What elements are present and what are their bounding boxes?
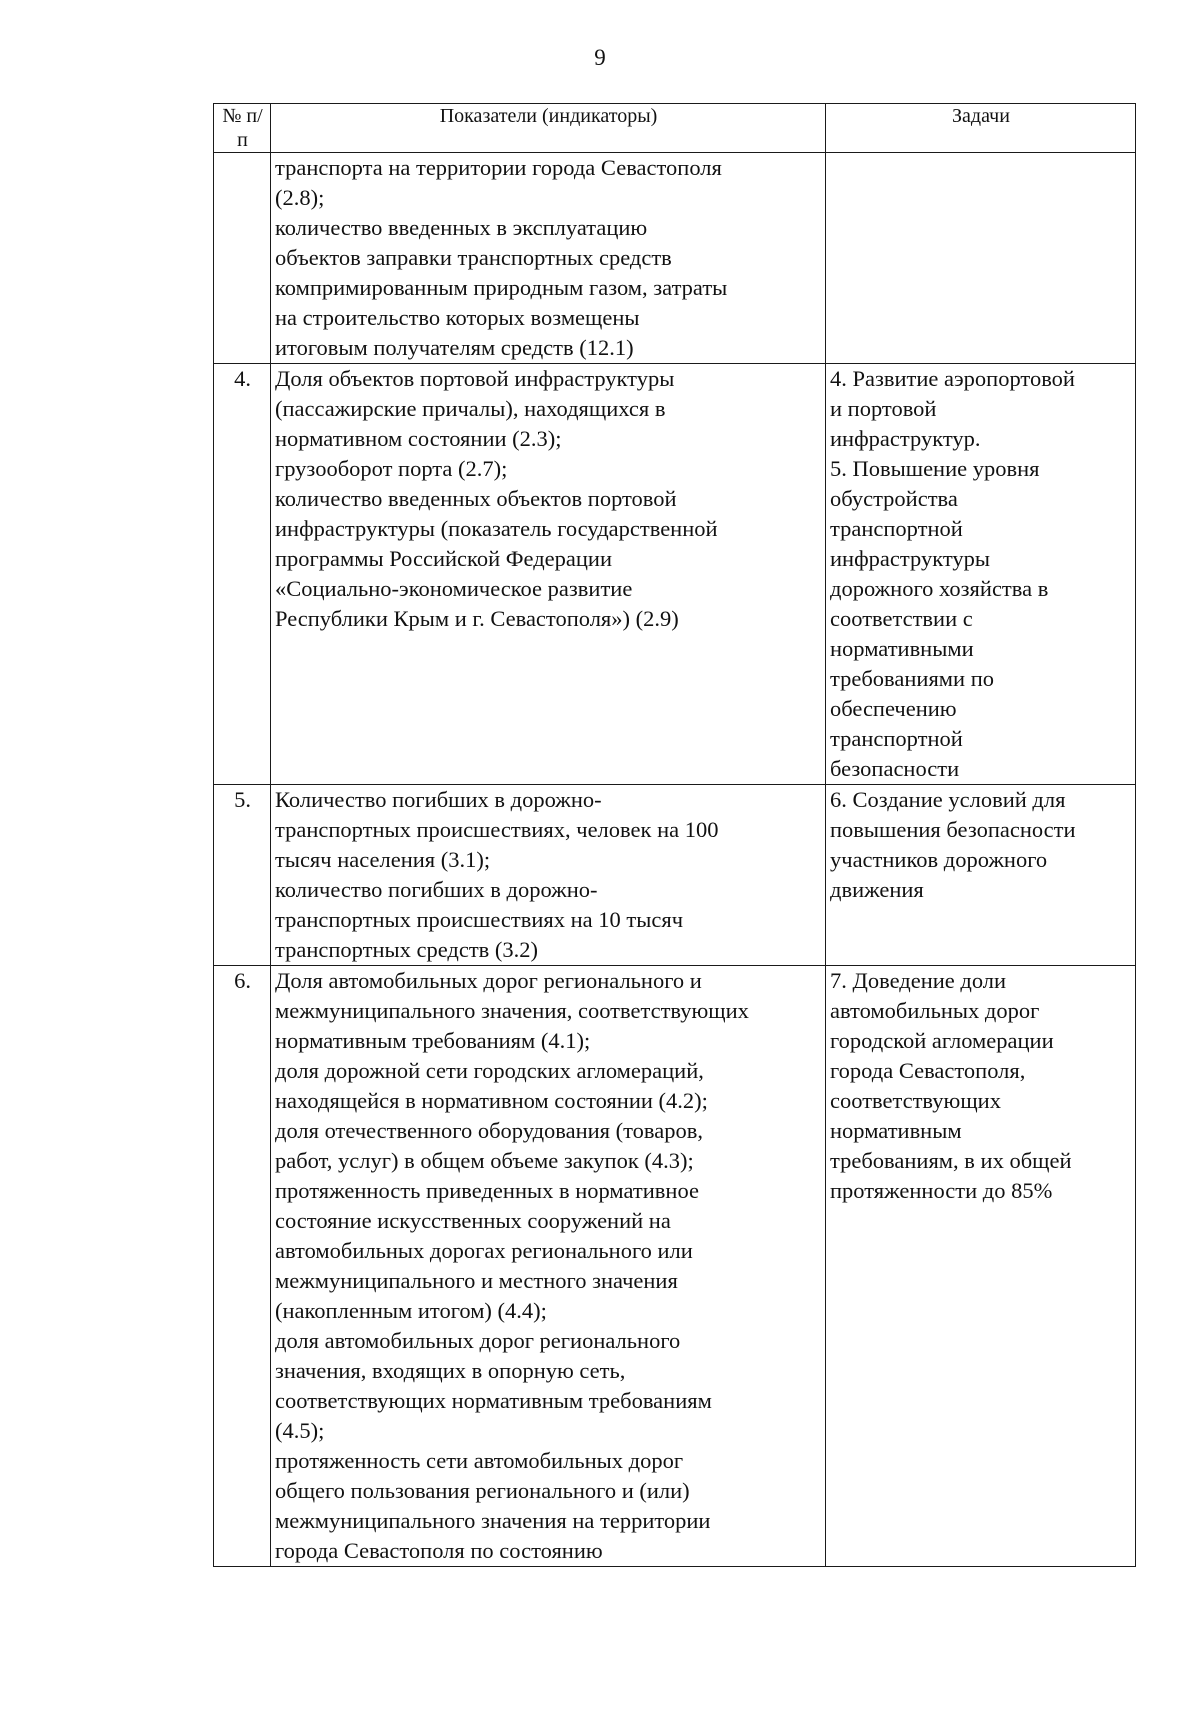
- task-line: транспортной: [830, 516, 963, 541]
- indicator-line: количество введенных объектов портовой: [275, 486, 677, 511]
- indicator-line: транспорта на территории города Севастополя: [275, 155, 722, 180]
- task-line: движения: [830, 877, 924, 902]
- indicator-line: находящейся в нормативном состоянии (4.2);: [275, 1088, 708, 1113]
- indicator-line: транспортных происшествиях, человек на 100: [275, 817, 719, 842]
- task-line: нормативным: [830, 1118, 962, 1143]
- indicator-line: «Социально-экономическое развитие: [275, 576, 633, 601]
- task-line: обустройства: [830, 486, 958, 511]
- indicator-line: состояние искусственных сооружений на: [275, 1208, 671, 1233]
- task-line: и портовой: [830, 396, 937, 421]
- tasks-cell: [826, 364, 1136, 785]
- indicator-line: нормативным требованиям (4.1);: [275, 1028, 591, 1053]
- row-number: 6.: [214, 966, 271, 1567]
- task-line: протяженности до 85%: [830, 1178, 1053, 1203]
- task-line: обеспечению: [830, 696, 957, 721]
- task-line: города Севастополя,: [830, 1058, 1026, 1083]
- indicator-line: города Севастополя по состоянию: [275, 1538, 603, 1563]
- indicator-line: межмуниципального значения, соответствующих: [275, 998, 749, 1023]
- indicator-line: на строительство которых возмещены: [275, 305, 640, 330]
- indicator-line: общего пользования регионального и (или): [275, 1478, 690, 1503]
- indicators-cell: [271, 966, 826, 1567]
- header-number: № п/п: [214, 104, 271, 153]
- indicator-line: количество погибших в дорожно-: [275, 877, 598, 902]
- indicator-line: инфраструктуры (показатель государственной: [275, 516, 718, 541]
- indicator-line: автомобильных дорогах регионального или: [275, 1238, 693, 1263]
- table-row: [214, 785, 1136, 966]
- indicator-line: межмуниципального и местного значения: [275, 1268, 678, 1293]
- row-number: 5.: [214, 785, 271, 966]
- indicator-line: (накопленным итогом) (4.4);: [275, 1298, 547, 1323]
- indicator-line: Республики Крым и г. Севастополя») (2.9): [275, 606, 679, 631]
- tasks-cell: [826, 785, 1136, 966]
- task-line: инфраструктур.: [830, 426, 981, 451]
- indicator-line: Доля автомобильных дорог регионального и: [275, 968, 702, 993]
- tasks-cell: [826, 966, 1136, 1567]
- indicator-line: протяженность приведенных в нормативное: [275, 1178, 699, 1203]
- task-line: 6. Создание условий для: [830, 787, 1066, 812]
- indicator-line: доля дорожной сети городских агломераций,: [275, 1058, 704, 1083]
- indicators-cell: [271, 153, 826, 364]
- task-line: инфраструктуры: [830, 546, 990, 571]
- task-line: 7. Доведение доли: [830, 968, 1007, 993]
- indicators-table: [213, 103, 1136, 1567]
- task-line: соответствующих: [830, 1088, 1001, 1113]
- indicator-line: грузооборот порта (2.7);: [275, 456, 508, 481]
- indicator-line: (4.5);: [275, 1418, 325, 1443]
- table-row: [214, 966, 1136, 1567]
- indicator-line: тысяч населения (3.1);: [275, 847, 491, 872]
- tasks-cell: [826, 153, 1136, 364]
- header-tasks: Задачи: [826, 104, 1136, 153]
- indicator-line: (2.8);: [275, 185, 325, 210]
- indicators-cell: [271, 785, 826, 966]
- indicator-line: Доля объектов портовой инфраструктуры: [275, 366, 675, 391]
- task-line: автомобильных дорог: [830, 998, 1040, 1023]
- indicator-line: объектов заправки транспортных средств: [275, 245, 672, 270]
- indicator-line: доля отечественного оборудования (товаров,: [275, 1118, 703, 1143]
- task-line: городской агломерации: [830, 1028, 1054, 1053]
- task-line: 5. Повышение уровня: [830, 456, 1040, 481]
- row-number: [214, 153, 271, 364]
- indicator-line: доля автомобильных дорог регионального: [275, 1328, 681, 1353]
- task-line: повышения безопасности: [830, 817, 1076, 842]
- task-line: 4. Развитие аэропортовой: [830, 366, 1075, 391]
- table-row: [214, 153, 1136, 364]
- table-row: [214, 364, 1136, 785]
- indicator-line: транспортных происшествиях на 10 тысяч: [275, 907, 684, 932]
- task-line: транспортной: [830, 726, 963, 751]
- task-line: соответствии с: [830, 606, 973, 631]
- indicator-line: Количество погибших в дорожно-: [275, 787, 602, 812]
- indicator-line: (пассажирские причалы), находящихся в: [275, 396, 666, 421]
- indicators-cell: [271, 364, 826, 785]
- indicator-line: значения, входящих в опорную сеть,: [275, 1358, 626, 1383]
- task-line: дорожного хозяйства в: [830, 576, 1049, 601]
- row-number: 4.: [214, 364, 271, 785]
- indicator-line: итоговым получателям средств (12.1): [275, 335, 634, 360]
- indicator-line: компримированным природным газом, затраты: [275, 275, 728, 300]
- indicator-line: соответствующих нормативным требованиям: [275, 1388, 712, 1413]
- indicator-line: транспортных средств (3.2): [275, 937, 539, 962]
- task-line: безопасности: [830, 756, 960, 781]
- indicator-line: нормативном состоянии (2.3);: [275, 426, 562, 451]
- task-line: требованиям, в их общей: [830, 1148, 1072, 1173]
- indicator-line: программы Российской Федерации: [275, 546, 612, 571]
- task-line: нормативными: [830, 636, 974, 661]
- table-header-row: [214, 104, 1136, 153]
- page-number: 9: [594, 45, 606, 70]
- header-indicators: Показатели (индикаторы): [271, 104, 826, 153]
- task-line: участников дорожного: [830, 847, 1048, 872]
- task-line: требованиями по: [830, 666, 994, 691]
- indicator-line: работ, услуг) в общем объеме закупок (4.3);: [275, 1148, 694, 1173]
- indicator-line: количество введенных в эксплуатацию: [275, 215, 648, 240]
- indicator-line: протяженность сети автомобильных дорог: [275, 1448, 684, 1473]
- indicator-line: межмуниципального значения на территории: [275, 1508, 711, 1533]
